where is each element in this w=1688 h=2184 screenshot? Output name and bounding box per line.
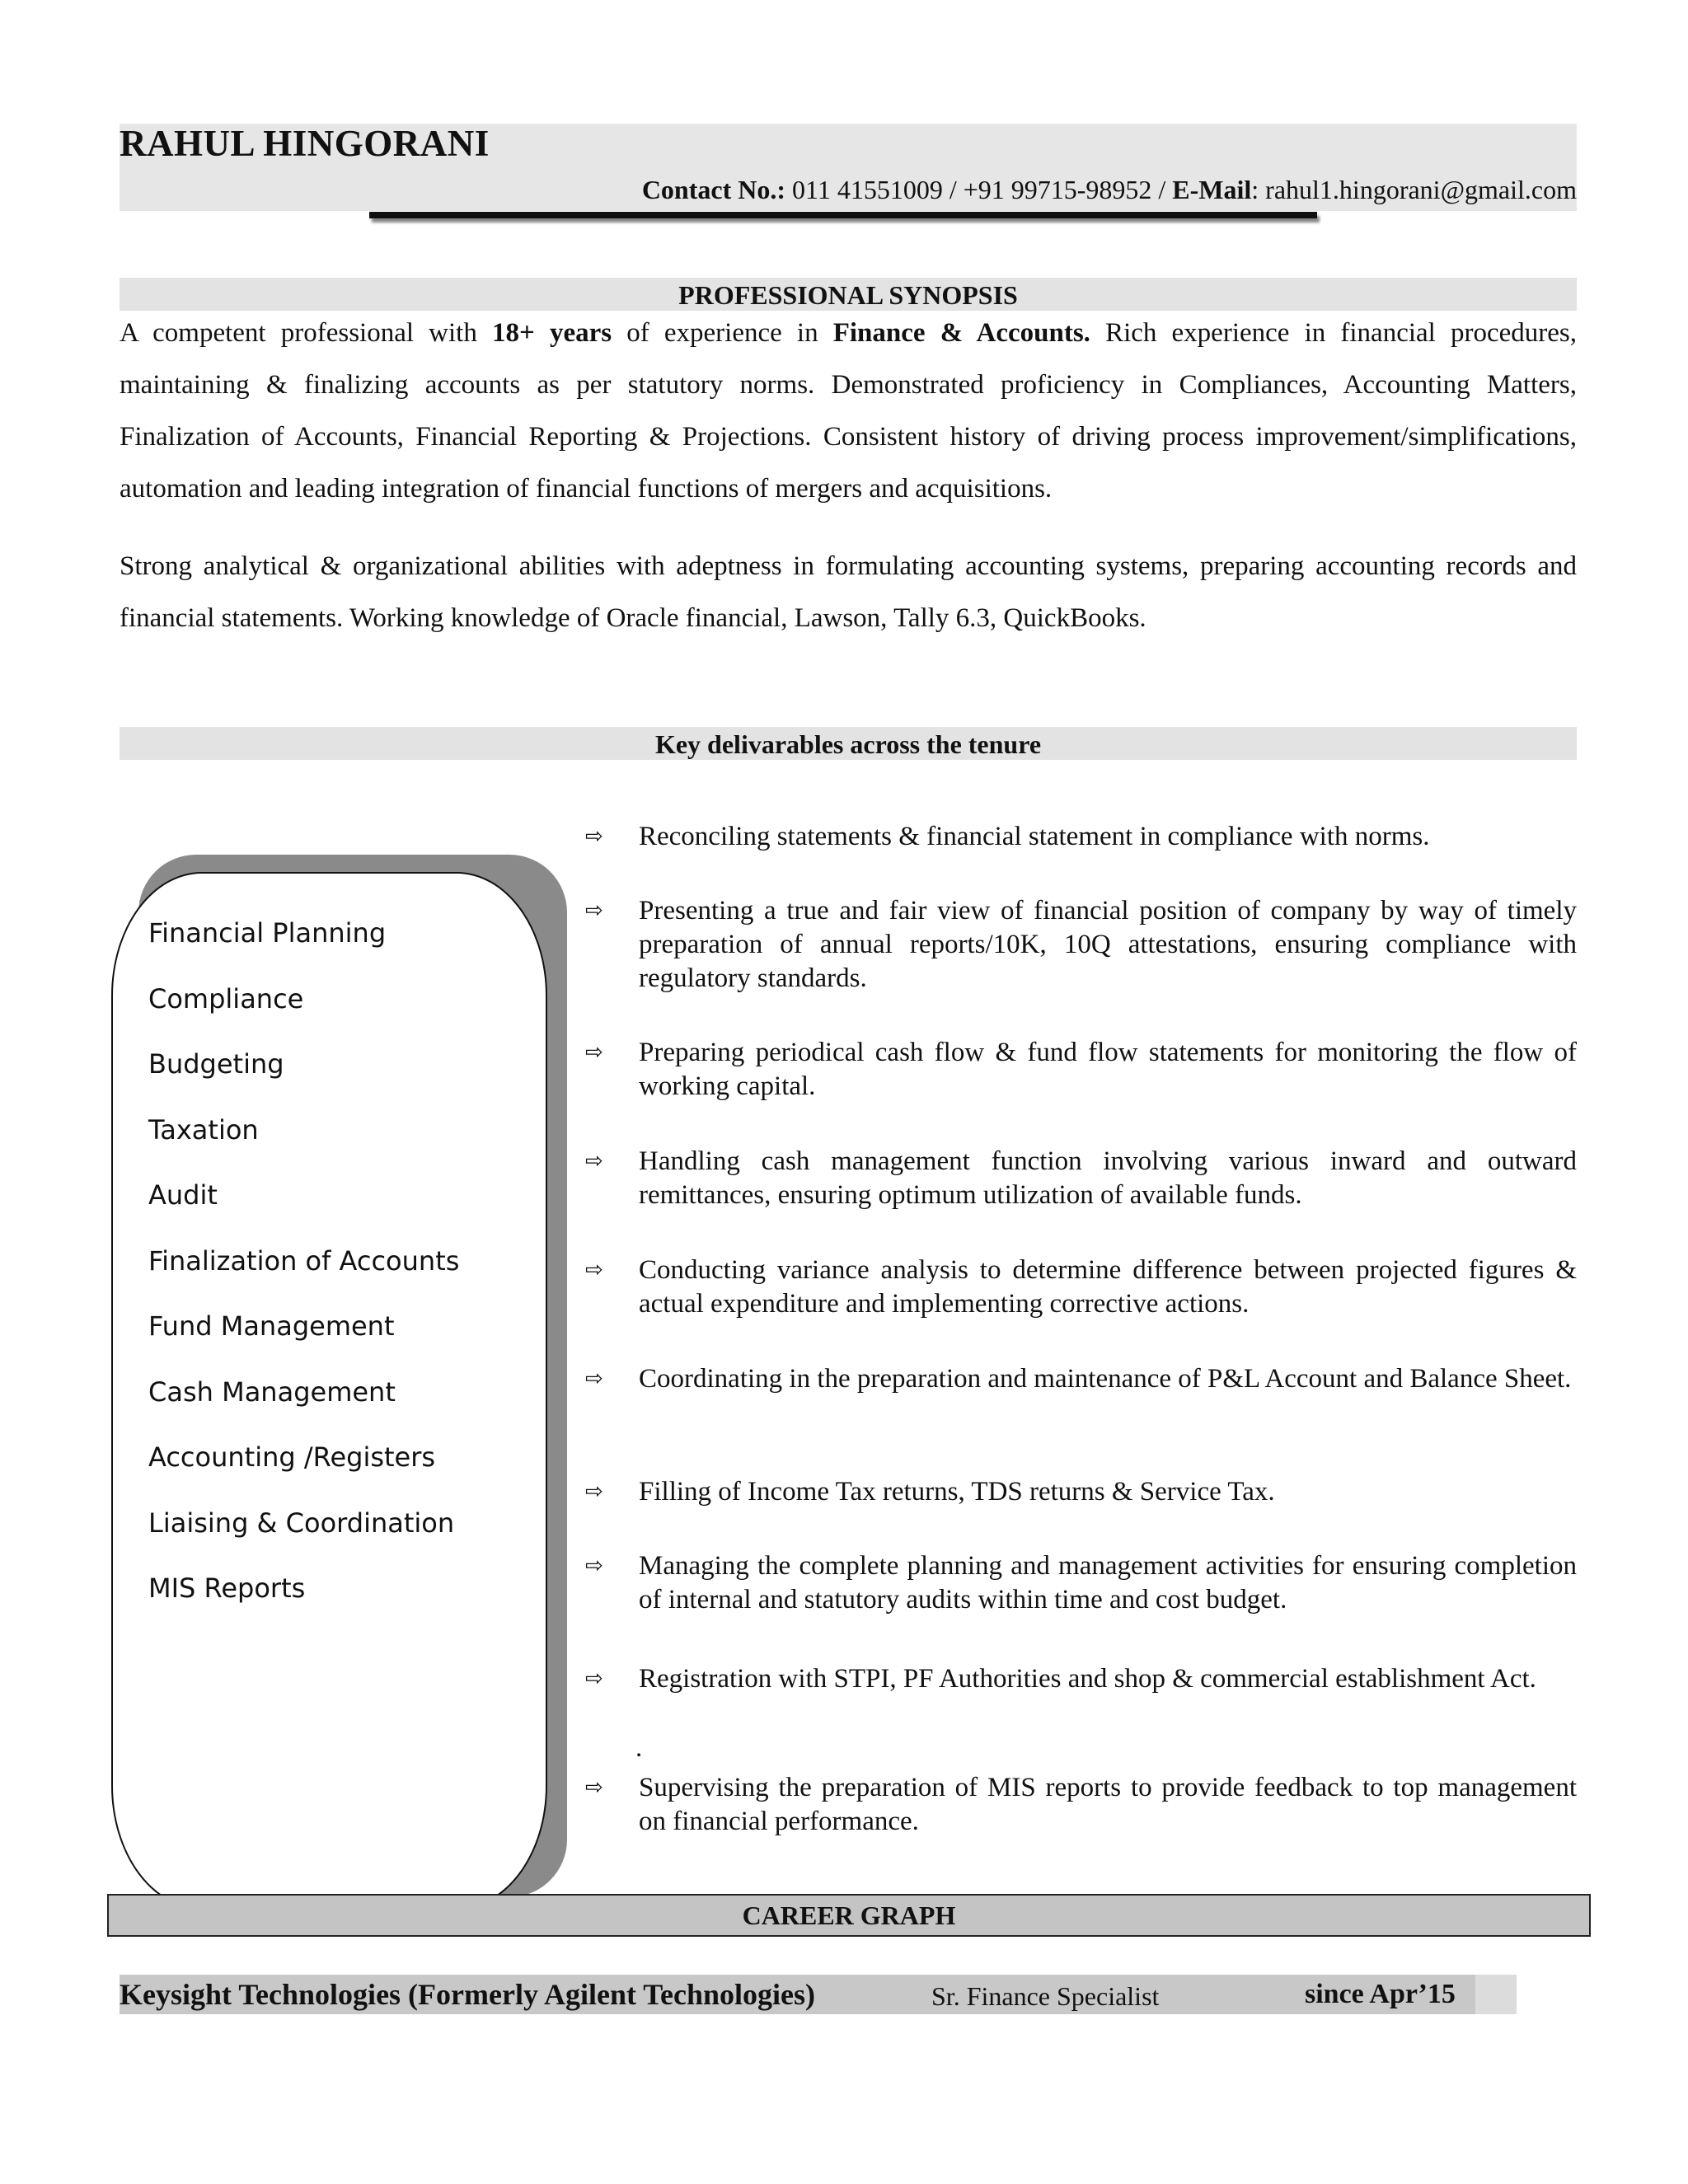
synopsis-paragraph-1 bbox=[120, 307, 1577, 515]
list-item-text: Supervising the preparation of MIS reports to provide feedback to top management on financial performance. bbox=[639, 1773, 1577, 1836]
list-item-text: Registration with STPI, PF Authorities and shop & commercial establishment Act. bbox=[639, 1664, 1536, 1694]
list-item-text: Coordinating in the preparation and maintenance of P&L Account and Balance Sheet. bbox=[639, 1364, 1572, 1394]
contact-divider bbox=[369, 212, 1317, 218]
list-item bbox=[585, 1254, 1577, 1321]
list-item-text: Presenting a true and fair view of financial position of company by way of timely preparation of annual reports/10K, 10Q attestations, ensuring compliance with regulatory standards. bbox=[639, 896, 1577, 993]
right-arrow-icon: ⇨ bbox=[585, 1775, 603, 1800]
list-item-text: Conducting variance analysis to determine difference between projected figures & actual expenditure and implementing corrective actions. bbox=[639, 1255, 1577, 1319]
synopsis-text: A competent professional with bbox=[120, 318, 492, 348]
skill-item: Cash Management bbox=[148, 1376, 396, 1408]
right-arrow-icon: ⇨ bbox=[585, 1258, 603, 1282]
right-arrow-icon: ⇨ bbox=[585, 824, 603, 849]
job-company: Keysight Technologies (Formerly Agilent Technologies) bbox=[120, 1978, 815, 2011]
skill-item: Compliance bbox=[148, 982, 304, 1015]
contact-numbers: 011 41551009 / +91 99715-98952 / bbox=[785, 175, 1173, 204]
synopsis-years: 18+ years bbox=[492, 318, 612, 348]
skill-item: Budgeting bbox=[148, 1048, 284, 1080]
synopsis-text: Rich experience in financial procedures, maintaining & finalizing accounts as per statutory norms. Demonstrated proficiency in Compliances, Accounting Matters, Finalization of Accounts, Financial Reporting & Projections. Consistent history of driving process improvement/simplifications, automation and leading integration of financial functions of mergers and acquisitions. bbox=[120, 318, 1577, 504]
list-item-text: Reconciling statements & financial statement in compliance with norms. bbox=[639, 822, 1430, 851]
list-item-text: Preparing periodical cash flow & fund flow statements for monitoring the flow of working capital. bbox=[639, 1038, 1577, 1101]
list-item-text: Handling cash management function involving various inward and outward remittances, ensuring optimum utilization of available funds. bbox=[639, 1146, 1577, 1210]
skill-item: Taxation bbox=[148, 1113, 259, 1146]
contact-line bbox=[642, 175, 1577, 205]
right-arrow-icon: ⇨ bbox=[585, 1554, 603, 1578]
list-item bbox=[585, 1475, 1577, 1509]
career-heading: CAREER GRAPH bbox=[107, 1894, 1591, 1937]
right-arrow-icon: ⇨ bbox=[585, 898, 603, 923]
job-title: Sr. Finance Specialist bbox=[931, 1981, 1160, 2011]
candidate-name: RAHUL HINGORANI bbox=[120, 123, 490, 164]
job-since: since Apr’15 bbox=[1305, 1979, 1456, 2009]
list-item bbox=[585, 1549, 1577, 1617]
right-arrow-icon: ⇨ bbox=[585, 1040, 603, 1065]
email-label: E-Mail bbox=[1172, 175, 1252, 204]
list-item-text: Managing the complete planning and management activities for ensuring completion of internal and statutory audits within time and cost budget. bbox=[639, 1551, 1577, 1615]
list-item bbox=[585, 820, 1577, 854]
list-item-text: Filling of Income Tax returns, TDS returns & Service Tax. bbox=[639, 1477, 1275, 1507]
synopsis-paragraph-2: Strong analytical & organizational abilities with adeptness in formulating accounting systems, preparing accounting records and financial statements. Working knowledge of Oracle financial, Lawson, Tally 6.3, QuickBooks. bbox=[120, 551, 1577, 633]
right-arrow-icon: ⇨ bbox=[585, 1479, 603, 1504]
job-band-end bbox=[1475, 1975, 1517, 2014]
skill-item: Liaising & Coordination bbox=[148, 1507, 455, 1539]
skill-item: Accounting /Registers bbox=[148, 1441, 436, 1473]
skill-item: Finalization of Accounts bbox=[148, 1244, 460, 1277]
stray-dot: . bbox=[635, 1733, 643, 1763]
contact-label: Contact No.: bbox=[641, 175, 785, 204]
synopsis-heading: PROFESSIONAL SYNOPSIS bbox=[120, 278, 1577, 311]
list-item bbox=[585, 1362, 1577, 1396]
list-item bbox=[585, 1036, 1577, 1104]
skill-item: Audit bbox=[148, 1179, 218, 1211]
skills-list bbox=[148, 915, 459, 1636]
skill-item: Fund Management bbox=[148, 1310, 395, 1342]
skill-item: Financial Planning bbox=[148, 917, 387, 949]
list-item bbox=[585, 1662, 1577, 1696]
list-item bbox=[585, 894, 1577, 996]
right-arrow-icon: ⇨ bbox=[585, 1666, 603, 1691]
skill-item: MIS Reports bbox=[148, 1572, 306, 1604]
email-value: : rahul1.hingorani@gmail.com bbox=[1251, 175, 1577, 204]
list-item bbox=[585, 1771, 1577, 1839]
deliverables-heading: Key delivarables across the tenure bbox=[120, 727, 1577, 760]
list-item bbox=[585, 1145, 1577, 1212]
right-arrow-icon: ⇨ bbox=[585, 1149, 603, 1174]
synopsis-text: of experience in bbox=[612, 318, 833, 348]
synopsis-domain: Finance & Accounts. bbox=[832, 318, 1090, 348]
right-arrow-icon: ⇨ bbox=[585, 1366, 603, 1391]
